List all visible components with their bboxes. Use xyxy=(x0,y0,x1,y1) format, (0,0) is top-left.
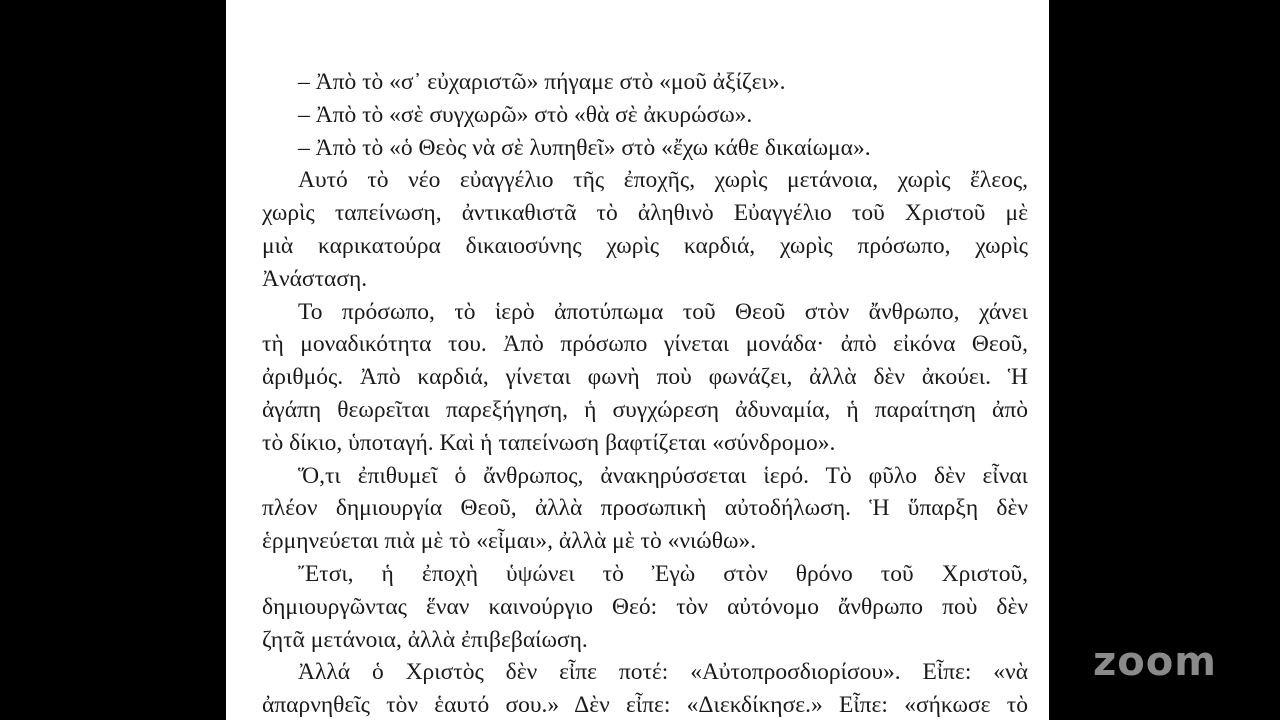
text-line: ἀγάπη θεωρεῖται παρεξήγηση, ἡ συγχώρεση ἀδυναμία, ἡ παραίτηση ἀπὸ xyxy=(262,396,1028,423)
text-line: ἀριθμός. Ἀπὸ καρδιά, γίνεται φωνὴ ποὺ φωνάζει, ἀλλὰ δὲν ἀκούει. Ἡ xyxy=(262,364,1028,391)
text-line: τὴ μοναδικότητα του. Ἀπὸ πρόσωπο γίνεται μονάδα· ἀπὸ εἰκόνα Θεοῦ, xyxy=(262,331,1028,358)
text-line: Ὅ,τι ἐπιθυμεῖ ὁ ἄνθρωπος, ἀνακηρύσσεται ἱερό. Τὸ φῦλο δὲν εἶναι xyxy=(298,462,1028,489)
text-line: δημιουργῶντας ἕναν καινούργιο Θεό: τὸν αὐτόνομο ἄνθρωπο ποὺ δὲν xyxy=(262,593,1028,620)
text-line: ζητᾶ μετάνοια, ἀλλὰ ἐπιβεβαίωση. xyxy=(262,626,588,653)
document-text xyxy=(262,66,1028,720)
text-line: Ἀνάσταση. xyxy=(262,265,368,292)
text-line: – Ἀπὸ τὸ «σὲ συγχωρῶ» στὸ «θὰ σὲ ἀκυρώσω». xyxy=(298,101,753,128)
document-page xyxy=(226,0,1049,720)
text-line: Αυτό τὸ νέο εὐαγγέλιο τῆς ἐποχῆς, χωρὶς μετάνοια, χωρὶς ἔλεος, xyxy=(298,167,1028,194)
text-line: Ἔτσι, ἡ ἐποχὴ ὑψώνει τὸ Ἐγὼ στὸν θρόνο τοῦ Χριστοῦ, xyxy=(298,560,1028,587)
text-line: – Ἀπὸ τὸ «σ᾽ εὐχαριστῶ» πήγαμε στὸ «μοῦ ἀξίζει». xyxy=(298,69,786,95)
text-line: Ἀλλά ὁ Χριστὸς δὲν εἶπε ποτέ: «Αὐτοπροσδιορίσου». Εἶπε: «νὰ xyxy=(298,659,1028,686)
text-line: τὸ δίκιο, ὑποταγή. Καὶ ἡ ταπείνωση βαφτίζεται «σύνδρομο». xyxy=(262,429,836,456)
text-line: ἑρμηνεύεται πιὰ μὲ τὸ «εἶμαι», ἀλλὰ μὲ τὸ «νιώθω». xyxy=(262,528,757,555)
zoom-logo: zoom xyxy=(1093,639,1217,685)
text-line: χωρὶς ταπείνωση, ἀντικαθιστᾶ τὸ ἀληθινὸ Εὐαγγέλιο τοῦ Χριστοῦ μὲ xyxy=(262,200,1028,227)
text-line: μιὰ καρικατούρα δικαιοσύνης χωρὶς καρδιά, χωρὶς πρόσωπο, χωρὶς xyxy=(262,232,1028,259)
text-line: – Ἀπὸ τὸ «ὁ Θεὸς νὰ σὲ λυπηθεῖ» στὸ «ἔχω κάθε δικαίωμα». xyxy=(298,134,871,161)
text-line: πλέον δημιουργία Θεοῦ, ἀλλὰ προσωπικὴ αὐτοδήλωση. Ἡ ὕπαρξη δὲν xyxy=(262,495,1028,522)
text-line: Το πρόσωπο, τὸ ἱερὸ ἀποτύπωμα τοῦ Θεοῦ στὸν ἄνθρωπο, χάνει xyxy=(298,298,1028,325)
text-line: ἀπαρνηθεῖς τὸν ἑαυτό σου.» Δὲν εἶπε: «Διεκδίκησε.» Εἶπε: «σήκωσε τὸ xyxy=(262,692,1028,719)
